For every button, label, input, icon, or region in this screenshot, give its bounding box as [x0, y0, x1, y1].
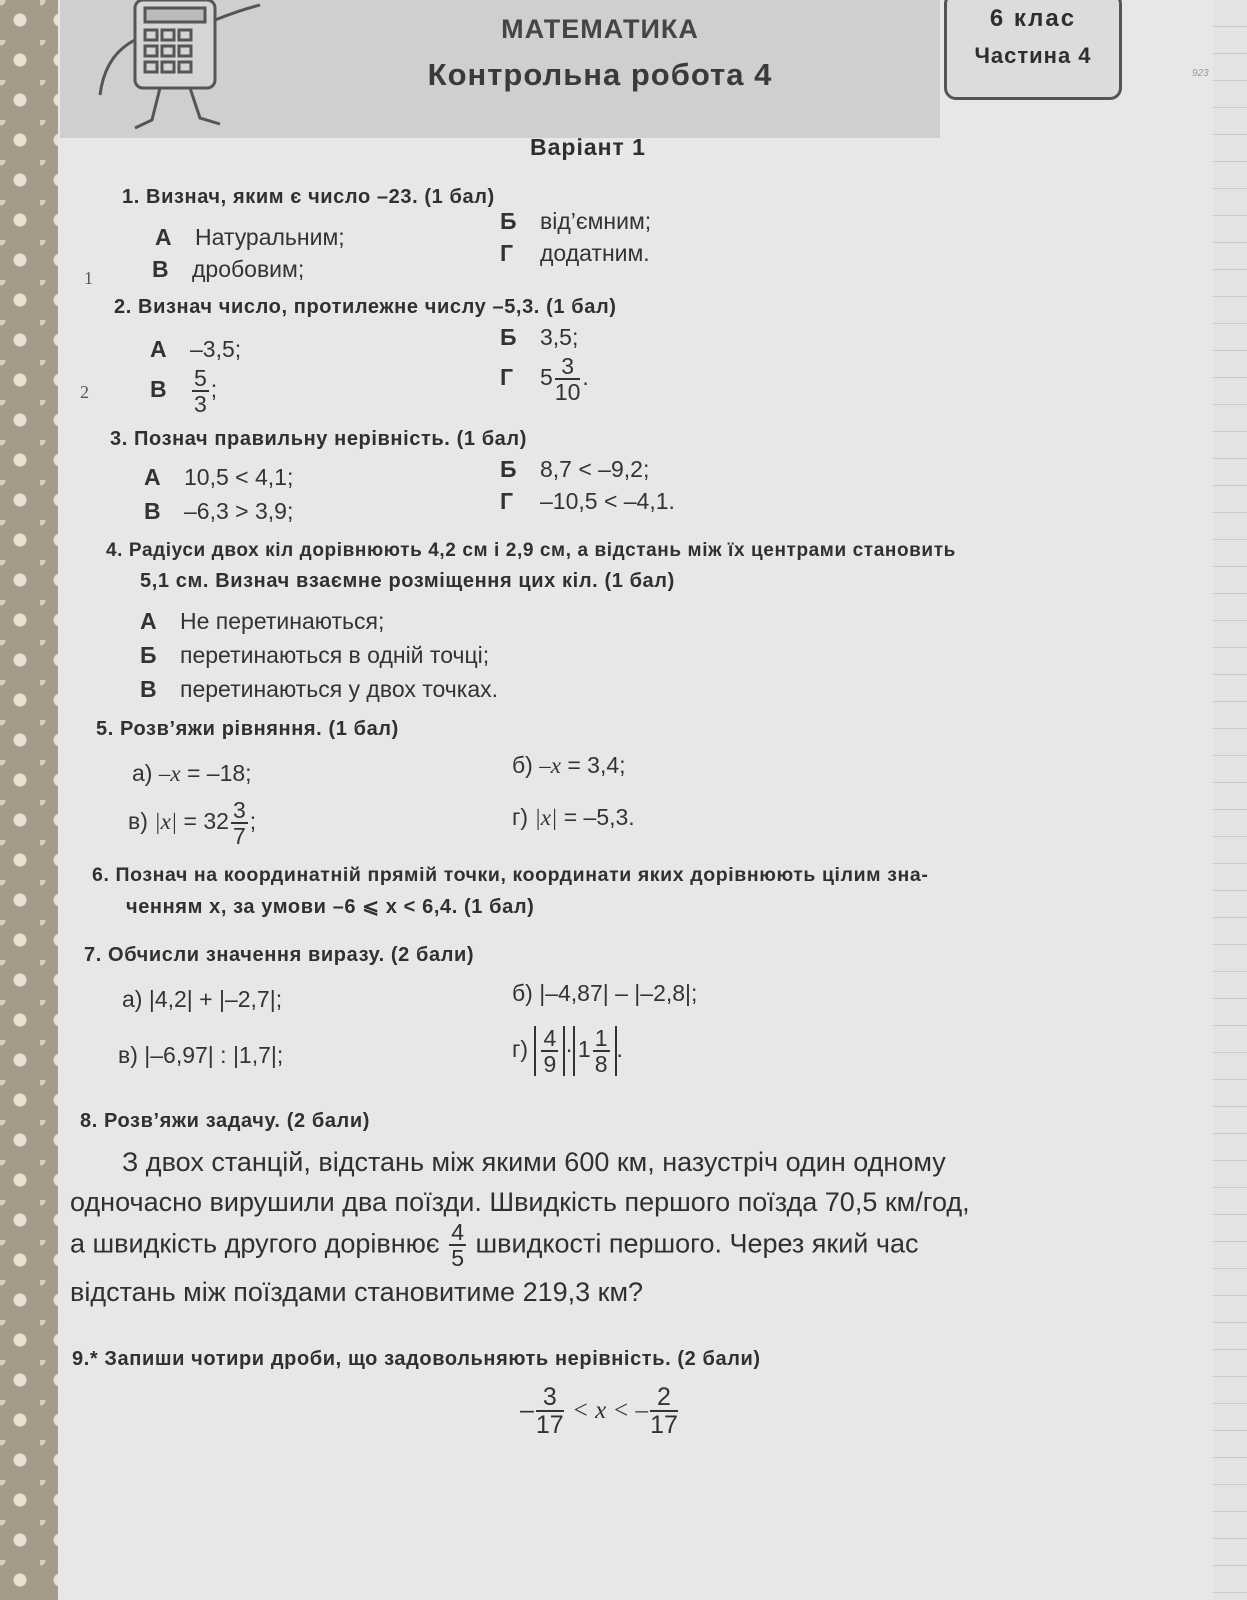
denominator: 3 — [194, 391, 207, 418]
task-5-item-v — [128, 798, 256, 848]
denominator: 5 — [451, 1245, 464, 1272]
equation-lhs: |x| — [154, 809, 178, 835]
task-1-option-g — [500, 240, 650, 267]
numerator: 3 — [232, 797, 246, 823]
numerator: 4 — [451, 1219, 464, 1245]
option-letter: А — [150, 336, 167, 362]
page-stamp: 923 — [1192, 68, 1209, 79]
item-label: б) — [512, 980, 533, 1006]
option-letter: В — [140, 676, 157, 702]
denominator: 9 — [543, 1051, 557, 1078]
task-2-option-g — [500, 354, 589, 404]
task-5-question: 5. Розв’яжи рівняння. (1 бал) — [96, 718, 399, 740]
equation-lhs: |x| — [534, 805, 558, 830]
fraction — [593, 1026, 610, 1076]
task-3-option-a — [144, 464, 293, 491]
task-7-item-g — [512, 1026, 623, 1076]
option-letter: Г — [500, 364, 514, 391]
option-text: 10,5 < 4,1; — [184, 464, 294, 490]
option-text: 8,7 < –9,2; — [540, 456, 650, 482]
whole-part: 5 — [540, 364, 553, 391]
punctuation: ; — [210, 376, 218, 403]
punctuation: . — [616, 1036, 623, 1063]
task-8-line-2: одночасно вирушили два поїзди. Швидкість першого поїзда 70,5 км/год, — [70, 1187, 970, 1217]
denominator: 17 — [650, 1411, 678, 1440]
equation-rhs: = 3,4; — [560, 752, 626, 778]
minus-sign: – — [520, 1395, 534, 1424]
item-label: г) — [512, 1036, 529, 1063]
equation-lhs: –x — [539, 753, 561, 778]
title-block — [380, 14, 820, 93]
option-letter: Б — [500, 324, 517, 350]
task-1-option-v — [152, 256, 304, 283]
option-text: додатним. — [540, 240, 650, 266]
option-text: Не перетинаються; — [180, 608, 385, 634]
task-2-option-a — [150, 336, 241, 363]
option-letter: Б — [500, 456, 517, 482]
task-4-question-line-2: 5,1 см. Визнач взаємне розміщення цих кіл. (1 бал) — [140, 570, 675, 592]
punctuation: ; — [249, 808, 257, 835]
inequality-middle: < x < – — [565, 1396, 649, 1424]
task-8-line-3 — [70, 1220, 1160, 1270]
task-3-option-v — [144, 498, 293, 525]
option-letter: Г — [500, 240, 514, 266]
numerator: 3 — [555, 354, 581, 380]
task-3-option-b — [500, 456, 649, 483]
margin-note: 1 — [84, 268, 93, 288]
task-7-item-b — [512, 980, 697, 1007]
task-7-item-a — [122, 986, 282, 1013]
task-6-question-line-1: 6. Познач на координатній прямій точки, координати яких дорівнюють цілим зна- — [92, 864, 929, 886]
option-letter: В — [144, 498, 161, 524]
option-letter: В — [150, 376, 167, 403]
numerator: 5 — [194, 365, 207, 391]
subject-title: МАТЕМАТИКА — [501, 14, 699, 44]
option-text: 3,5; — [540, 324, 579, 350]
task-1-question: 1. Визнач, яким є число –23. (1 бал) — [122, 186, 495, 208]
option-letter: А — [155, 224, 172, 250]
task-1-option-a — [155, 224, 345, 251]
absolute-value — [534, 1026, 565, 1076]
part-label: Частина 4 — [974, 43, 1092, 68]
equation-rhs: = 32 — [177, 808, 229, 835]
fraction — [449, 1220, 466, 1270]
option-text: –6,3 > 3,9; — [184, 498, 294, 524]
numerator: 2 — [650, 1384, 678, 1412]
option-letter: А — [140, 608, 157, 634]
task-8-question: 8. Розв’яжи задачу. (2 бали) — [80, 1110, 371, 1132]
task-9-inequality — [520, 1384, 680, 1439]
task-3-question: 3. Познач правильну нерівність. (1 бал) — [110, 428, 527, 450]
numerator: 3 — [536, 1384, 564, 1412]
task-3-option-g — [500, 488, 675, 515]
grade-label: 6 клас — [989, 5, 1077, 32]
denominator: 8 — [594, 1051, 608, 1078]
task-2-question: 2. Визнач число, протилежне числу –5,3. (1 бал) — [114, 296, 617, 318]
variant-title: Варіант 1 — [530, 134, 646, 160]
task-1-option-b — [500, 208, 651, 235]
numerator: 1 — [594, 1025, 608, 1051]
equation-rhs: = –18; — [180, 760, 252, 786]
multiply-sign: · — [565, 1036, 573, 1063]
option-text: Натуральним; — [195, 224, 345, 250]
item-label: в) — [128, 808, 148, 835]
item-label: б) — [512, 752, 533, 778]
next-page-edge — [1213, 0, 1247, 1600]
task-7-question: 7. Обчисли значення виразу. (2 бали) — [84, 944, 475, 966]
denominator: 7 — [232, 823, 246, 850]
option-text: перетинаються у двох точках. — [180, 676, 499, 702]
option-text: від’ємним; — [540, 208, 652, 234]
expression: |–6,97| : |1,7|; — [144, 1042, 284, 1068]
option-text: перетинаються в одній точці; — [180, 642, 490, 668]
fraction — [541, 1026, 558, 1076]
text-after-fraction: швидкості першого. Через який час — [475, 1228, 919, 1259]
fraction — [192, 366, 209, 416]
punctuation: . — [582, 364, 589, 391]
class-badge — [944, 0, 1122, 100]
margin-note: 2 — [80, 382, 89, 402]
fraction — [555, 354, 581, 404]
task-5-item-a — [132, 760, 252, 787]
fraction — [231, 798, 248, 848]
calculator-mascot-icon — [90, 0, 280, 140]
task-4-option-b — [140, 642, 489, 669]
expression: |4,2| + |–2,7|; — [148, 986, 283, 1012]
task-2-option-v — [150, 366, 217, 416]
whole-part: 1 — [577, 1036, 591, 1063]
item-label: а) — [132, 760, 153, 786]
item-label: а) — [122, 986, 143, 1012]
option-letter: Г — [500, 488, 514, 514]
task-4-option-a — [140, 608, 384, 635]
equation-rhs: = –5,3. — [557, 804, 635, 830]
equation-lhs: –x — [158, 761, 181, 786]
task-8-line-1: З двох станцій, відстань між якими 600 км, назустріч один одному — [122, 1147, 946, 1177]
task-4-option-v — [140, 676, 498, 703]
task-7-item-v — [118, 1042, 283, 1069]
task-8-line-4: відстань між поїздами становитиме 219,3 км? — [70, 1277, 644, 1307]
expression: |–4,87| – |–2,8|; — [539, 980, 698, 1006]
task-5-item-b — [512, 752, 626, 779]
option-letter: Б — [140, 642, 157, 668]
option-text: –10,5 < –4,1. — [540, 488, 675, 514]
fraction — [536, 1384, 564, 1439]
task-9-question: 9.* Запиши чотири дроби, що задовольняють нерівність. (2 бали) — [72, 1348, 761, 1370]
absolute-value — [573, 1026, 617, 1076]
option-letter: А — [144, 464, 161, 490]
denominator: 10 — [554, 379, 581, 406]
numerator: 4 — [543, 1025, 557, 1051]
option-letter: Б — [500, 208, 517, 234]
denominator: 17 — [535, 1411, 564, 1440]
task-5-item-g — [512, 804, 635, 831]
item-label: в) — [118, 1042, 138, 1068]
work-title: Контрольна робота 4 — [427, 57, 773, 92]
option-text: дробовим; — [192, 256, 305, 282]
text-before-fraction: а швидкість другого дорівнює — [70, 1228, 440, 1259]
fraction — [650, 1384, 678, 1439]
item-label: г) — [512, 804, 529, 830]
option-letter: В — [152, 256, 169, 282]
option-text: –3,5; — [190, 336, 242, 362]
task-6-question-line-2: ченням x, за умови –6 ⩽ x < 6,4. (1 бал) — [126, 896, 535, 918]
task-4-question-line-1: 4. Радіуси двох кіл дорівнюють 4,2 см і 2,9 см, а відстань між їх центрами становить — [106, 540, 956, 561]
task-2-option-b — [500, 324, 578, 351]
